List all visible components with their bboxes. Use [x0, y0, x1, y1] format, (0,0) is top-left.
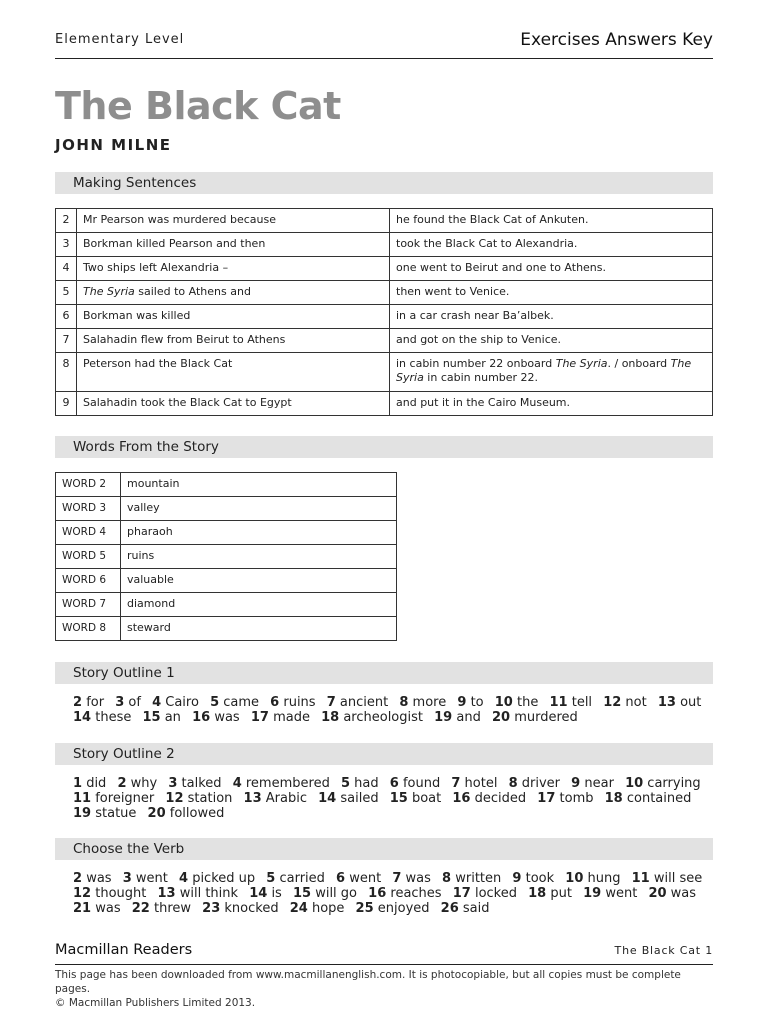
answer-item — [392, 871, 431, 886]
answer-item — [73, 871, 112, 886]
answer-item — [148, 806, 225, 821]
answer-item — [442, 871, 501, 886]
table-row — [56, 545, 397, 569]
answer-text: will think — [179, 886, 239, 901]
answer-item — [73, 806, 136, 821]
answer-text: foreigner — [95, 791, 155, 806]
answer-number: 10 — [625, 776, 644, 791]
answer-number: 2 — [117, 776, 127, 791]
word-label: WORD 2 — [56, 473, 121, 497]
answer-text: was — [86, 871, 112, 886]
answer-text: these — [95, 710, 132, 725]
section-title: Making Sentences — [73, 175, 197, 191]
table-row — [56, 569, 397, 593]
answer-text: was — [95, 901, 121, 916]
answer-text: was — [214, 710, 240, 725]
answer-number: 2 — [73, 695, 83, 710]
sentence-end: then went to Venice. — [390, 281, 713, 305]
answer-item — [658, 695, 702, 710]
answer-item — [132, 901, 191, 916]
sentence-end-text: in cabin number 22 onboard — [396, 357, 556, 370]
answer-item — [492, 710, 578, 725]
row-number: 9 — [56, 392, 77, 416]
answer-text: went — [605, 886, 638, 901]
answer-text: found — [402, 776, 441, 791]
answer-text: driver — [521, 776, 561, 791]
answer-number: 14 — [73, 710, 92, 725]
answer-number: 19 — [434, 710, 453, 725]
answer-text: was — [405, 871, 431, 886]
answer-text: not — [625, 695, 647, 710]
answer-number: 18 — [528, 886, 547, 901]
answer-number: 8 — [399, 695, 409, 710]
making-sentences-table — [55, 208, 713, 416]
answer-number: 9 — [457, 695, 467, 710]
answer-item — [266, 871, 325, 886]
word-answer: diamond — [121, 593, 397, 617]
answer-number: 13 — [157, 886, 176, 901]
answer-number: 8 — [508, 776, 518, 791]
answer-number: 24 — [289, 901, 308, 916]
answer-number: 8 — [442, 871, 452, 886]
answer-number: 2 — [73, 871, 83, 886]
answer-number: 17 — [452, 886, 471, 901]
answer-text: followed — [169, 806, 225, 821]
answer-text: murdered — [514, 710, 578, 725]
row-number: 6 — [56, 305, 77, 329]
answer-text: knocked — [224, 901, 279, 916]
word-label: WORD 6 — [56, 569, 121, 593]
answer-number: 16 — [192, 710, 211, 725]
answer-item — [73, 886, 146, 901]
answer-text: an — [164, 710, 181, 725]
answer-item — [158, 886, 239, 901]
section-words-from-story — [55, 436, 713, 458]
answer-text: ruins — [283, 695, 316, 710]
answer-text: more — [412, 695, 447, 710]
answer-text: hotel — [464, 776, 498, 791]
answer-text: remembered — [245, 776, 330, 791]
answer-number: 26 — [440, 901, 459, 916]
answer-item — [390, 776, 440, 791]
answer-item — [115, 695, 141, 710]
answer-number: 7 — [451, 776, 461, 791]
answer-text: thought — [95, 886, 147, 901]
sentence-start: Mr Pearson was murdered because — [77, 209, 390, 233]
answer-number: 3 — [168, 776, 178, 791]
answer-text: of — [128, 695, 141, 710]
sentence-end-text: in cabin number 22. — [423, 371, 539, 384]
answer-item — [270, 695, 315, 710]
answer-item — [434, 710, 481, 725]
answer-number: 5 — [266, 871, 276, 886]
answers-key-title: Exercises Answers Key — [520, 30, 713, 50]
ship-name: The Syria — [555, 357, 608, 370]
answer-item — [356, 901, 430, 916]
answer-text: ancient — [339, 695, 389, 710]
sentence-start: Borkman was killed — [77, 305, 390, 329]
sentence-end: in a car crash near Ba’albek. — [390, 305, 713, 329]
table-row — [56, 233, 713, 257]
answer-item — [452, 791, 526, 806]
story-outline-1-answers — [73, 695, 713, 725]
answer-text: talked — [181, 776, 222, 791]
table-row — [56, 257, 713, 281]
answer-item — [142, 710, 180, 725]
answer-text: near — [584, 776, 614, 791]
answer-item — [251, 710, 310, 725]
answer-number: 10 — [565, 871, 584, 886]
answer-item — [165, 791, 232, 806]
answer-item — [549, 695, 592, 710]
table-row — [56, 329, 713, 353]
answer-number: 15 — [389, 791, 408, 806]
sentence-end: took the Black Cat to Alexandria. — [390, 233, 713, 257]
answer-item — [583, 886, 637, 901]
answer-number: 19 — [73, 806, 92, 821]
answer-number: 3 — [115, 695, 125, 710]
answer-item — [293, 886, 357, 901]
answer-text: and — [456, 710, 481, 725]
row-number: 5 — [56, 281, 77, 305]
copyright-note — [55, 968, 713, 1010]
answer-item — [318, 791, 378, 806]
answer-number: 21 — [73, 901, 92, 916]
word-answer: steward — [121, 617, 397, 641]
sentence-start: Salahadin flew from Beirut to Athens — [77, 329, 390, 353]
answer-text: locked — [474, 886, 517, 901]
answer-text: enjoyed — [377, 901, 430, 916]
answer-item — [73, 791, 154, 806]
story-outline-2-answers — [73, 776, 713, 821]
sentence-end — [390, 353, 713, 392]
answer-text: for — [86, 695, 105, 710]
section-title: Choose the Verb — [73, 841, 185, 857]
answer-text: station — [187, 791, 233, 806]
answer-item — [528, 886, 572, 901]
answer-item — [321, 710, 423, 725]
answer-text: will see — [653, 871, 703, 886]
answer-text: contained — [626, 791, 692, 806]
row-number: 2 — [56, 209, 77, 233]
words-table — [55, 472, 397, 641]
answer-text: tomb — [559, 791, 594, 806]
section-title: Story Outline 2 — [73, 746, 175, 762]
answer-number: 12 — [73, 886, 92, 901]
answer-item — [290, 901, 345, 916]
word-answer: ruins — [121, 545, 397, 569]
row-number: 3 — [56, 233, 77, 257]
answer-number: 25 — [355, 901, 374, 916]
answer-text: out — [680, 695, 702, 710]
answer-item — [192, 710, 240, 725]
ship-name: The Syria — [83, 285, 135, 298]
answer-number: 17 — [537, 791, 556, 806]
answer-text: threw — [153, 901, 192, 916]
answer-item — [73, 776, 106, 791]
table-row — [56, 521, 397, 545]
answer-item — [117, 776, 157, 791]
answer-number: 23 — [202, 901, 221, 916]
answer-text: is — [271, 886, 282, 901]
sentence-start-text: sailed to Athens and — [134, 285, 251, 298]
section-story-outline-2 — [55, 743, 713, 765]
answer-text: archeologist — [343, 710, 423, 725]
answer-number: 11 — [631, 871, 650, 886]
answer-number: 13 — [657, 695, 676, 710]
answer-number: 5 — [340, 776, 351, 791]
book-title: The Black Cat — [55, 84, 341, 128]
answer-text: sailed — [340, 791, 379, 806]
footer-divider — [55, 964, 713, 965]
answer-text: written — [455, 871, 502, 886]
answer-key-page — [55, 0, 713, 1024]
page-header — [55, 28, 713, 59]
answer-item — [73, 901, 121, 916]
answer-text: decided — [474, 791, 527, 806]
answer-number: 18 — [604, 791, 623, 806]
answer-number: 4 — [232, 776, 242, 791]
answer-number: 19 — [583, 886, 602, 901]
table-row — [56, 392, 713, 416]
answer-number: 3 — [122, 871, 132, 886]
answer-number: 9 — [571, 776, 581, 791]
section-choose-verb — [55, 838, 713, 860]
answer-item — [327, 695, 389, 710]
ship-name: The Syria — [396, 357, 692, 384]
answer-number: 12 — [603, 695, 622, 710]
sentence-end: he found the Black Cat of Ankuten. — [390, 209, 713, 233]
answer-item — [625, 776, 701, 791]
answer-item — [368, 886, 441, 901]
table-row — [56, 353, 713, 392]
answer-text: went — [135, 871, 168, 886]
answer-item — [632, 871, 703, 886]
section-title: Words From the Story — [73, 439, 219, 455]
answer-number: 14 — [318, 791, 337, 806]
answer-text: came — [223, 695, 260, 710]
section-making-sentences — [55, 172, 713, 194]
answer-item — [451, 776, 497, 791]
answer-item — [509, 776, 560, 791]
answer-number: 20 — [648, 886, 667, 901]
answer-item — [233, 776, 330, 791]
answer-item — [457, 695, 483, 710]
answer-number: 13 — [243, 791, 262, 806]
answer-text: hope — [311, 901, 345, 916]
sentence-end: and got on the ship to Venice. — [390, 329, 713, 353]
answer-item — [512, 871, 554, 886]
answer-text: Cairo — [165, 695, 199, 710]
section-story-outline-1 — [55, 662, 713, 684]
answer-number: 22 — [131, 901, 150, 916]
answer-text: tell — [571, 695, 593, 710]
table-row — [56, 209, 713, 233]
answer-number: 16 — [368, 886, 387, 901]
answer-text: carrying — [647, 776, 701, 791]
answer-number: 18 — [321, 710, 340, 725]
answer-number: 20 — [491, 710, 511, 725]
publisher-name: Macmillan Readers — [55, 942, 193, 958]
table-row — [56, 497, 397, 521]
answer-item — [341, 776, 379, 791]
answer-number: 14 — [249, 886, 268, 901]
answer-number: 7 — [326, 695, 336, 710]
answer-item — [390, 791, 442, 806]
answer-item — [168, 776, 221, 791]
answer-number: 5 — [210, 695, 220, 710]
answer-text: to — [470, 695, 484, 710]
answer-text: will go — [315, 886, 358, 901]
answer-text: hung — [587, 871, 621, 886]
answer-item — [202, 901, 278, 916]
book-author: JOHN MILNE — [55, 136, 172, 154]
answer-item — [453, 886, 517, 901]
copyright-line: © Macmillan Publishers Limited 2013. — [55, 997, 256, 1009]
answer-number: 6 — [270, 695, 280, 710]
table-row — [56, 617, 397, 641]
answer-text: statue — [95, 806, 137, 821]
answer-item — [537, 791, 593, 806]
answer-item — [336, 871, 381, 886]
sentence-start: Peterson had the Black Cat — [77, 353, 390, 392]
word-label: WORD 3 — [56, 497, 121, 521]
answer-number: 6 — [389, 776, 399, 791]
answer-number: 11 — [549, 695, 568, 710]
answer-item — [399, 695, 446, 710]
choose-verb-answers — [73, 871, 713, 916]
answer-text: put — [550, 886, 572, 901]
answer-number: 9 — [512, 871, 522, 886]
answer-item — [244, 791, 307, 806]
table-row — [56, 473, 397, 497]
row-number: 7 — [56, 329, 77, 353]
section-title: Story Outline 1 — [73, 665, 175, 681]
answer-text: the — [517, 695, 539, 710]
sentence-start: Two ships left Alexandria – — [77, 257, 390, 281]
answer-item — [565, 871, 620, 886]
answer-number: 12 — [165, 791, 184, 806]
answer-text: carried — [279, 871, 325, 886]
row-number: 4 — [56, 257, 77, 281]
word-answer: pharaoh — [121, 521, 397, 545]
answer-text: why — [130, 776, 158, 791]
answer-number: 15 — [292, 886, 312, 901]
sentence-end: one went to Beirut and one to Athens. — [390, 257, 713, 281]
word-answer: valuable — [121, 569, 397, 593]
answer-text: was — [670, 886, 697, 901]
answer-number: 4 — [152, 695, 162, 710]
answer-item — [648, 886, 696, 901]
answer-text: boat — [411, 791, 442, 806]
sentence-start: Salahadin took the Black Cat to Egypt — [77, 392, 390, 416]
answer-item — [210, 695, 259, 710]
word-answer: mountain — [121, 473, 397, 497]
word-label: WORD 8 — [56, 617, 121, 641]
answer-text: went — [349, 871, 382, 886]
answer-item — [571, 776, 614, 791]
answer-item — [73, 710, 131, 725]
word-label: WORD 5 — [56, 545, 121, 569]
answer-text: Arabic — [265, 791, 307, 806]
answer-number: 15 — [142, 710, 161, 725]
answer-text: said — [462, 901, 490, 916]
sentence-end: and put it in the Cairo Museum. — [390, 392, 713, 416]
answer-text: took — [525, 871, 555, 886]
answer-number: 20 — [147, 806, 166, 821]
answer-text: made — [273, 710, 310, 725]
download-note: This page has been downloaded from www.macmillanenglish.com. It is photocopiable, but all copies must be complete pages. — [55, 969, 681, 995]
row-number: 8 — [56, 353, 77, 392]
answer-text: reaches — [390, 886, 442, 901]
answer-number: 10 — [494, 695, 513, 710]
level-label: Elementary Level — [55, 32, 185, 47]
answer-item — [152, 695, 199, 710]
table-row — [56, 281, 713, 305]
answer-number: 17 — [250, 710, 269, 725]
table-row — [56, 593, 397, 617]
answer-item — [123, 871, 168, 886]
sentence-end-text: . / onboard — [607, 357, 671, 370]
answer-item — [605, 791, 692, 806]
answer-text: had — [354, 776, 379, 791]
answer-number: 7 — [392, 871, 402, 886]
answer-item — [441, 901, 490, 916]
answer-number: 16 — [452, 791, 471, 806]
answer-item — [249, 886, 282, 901]
sentence-start — [77, 281, 390, 305]
answer-item — [603, 695, 647, 710]
answer-number: 1 — [73, 776, 83, 791]
page-label: The Black Cat 1 — [614, 944, 713, 957]
sentence-start: Borkman killed Pearson and then — [77, 233, 390, 257]
word-answer: valley — [121, 497, 397, 521]
word-label: WORD 4 — [56, 521, 121, 545]
answer-number: 11 — [73, 791, 92, 806]
table-row — [56, 305, 713, 329]
answer-text: did — [86, 776, 107, 791]
answer-item — [495, 695, 539, 710]
answer-number: 6 — [336, 871, 346, 886]
answer-number: 4 — [179, 871, 189, 886]
answer-text: picked up — [192, 871, 256, 886]
word-label: WORD 7 — [56, 593, 121, 617]
answer-item — [73, 695, 104, 710]
answer-item — [179, 871, 255, 886]
